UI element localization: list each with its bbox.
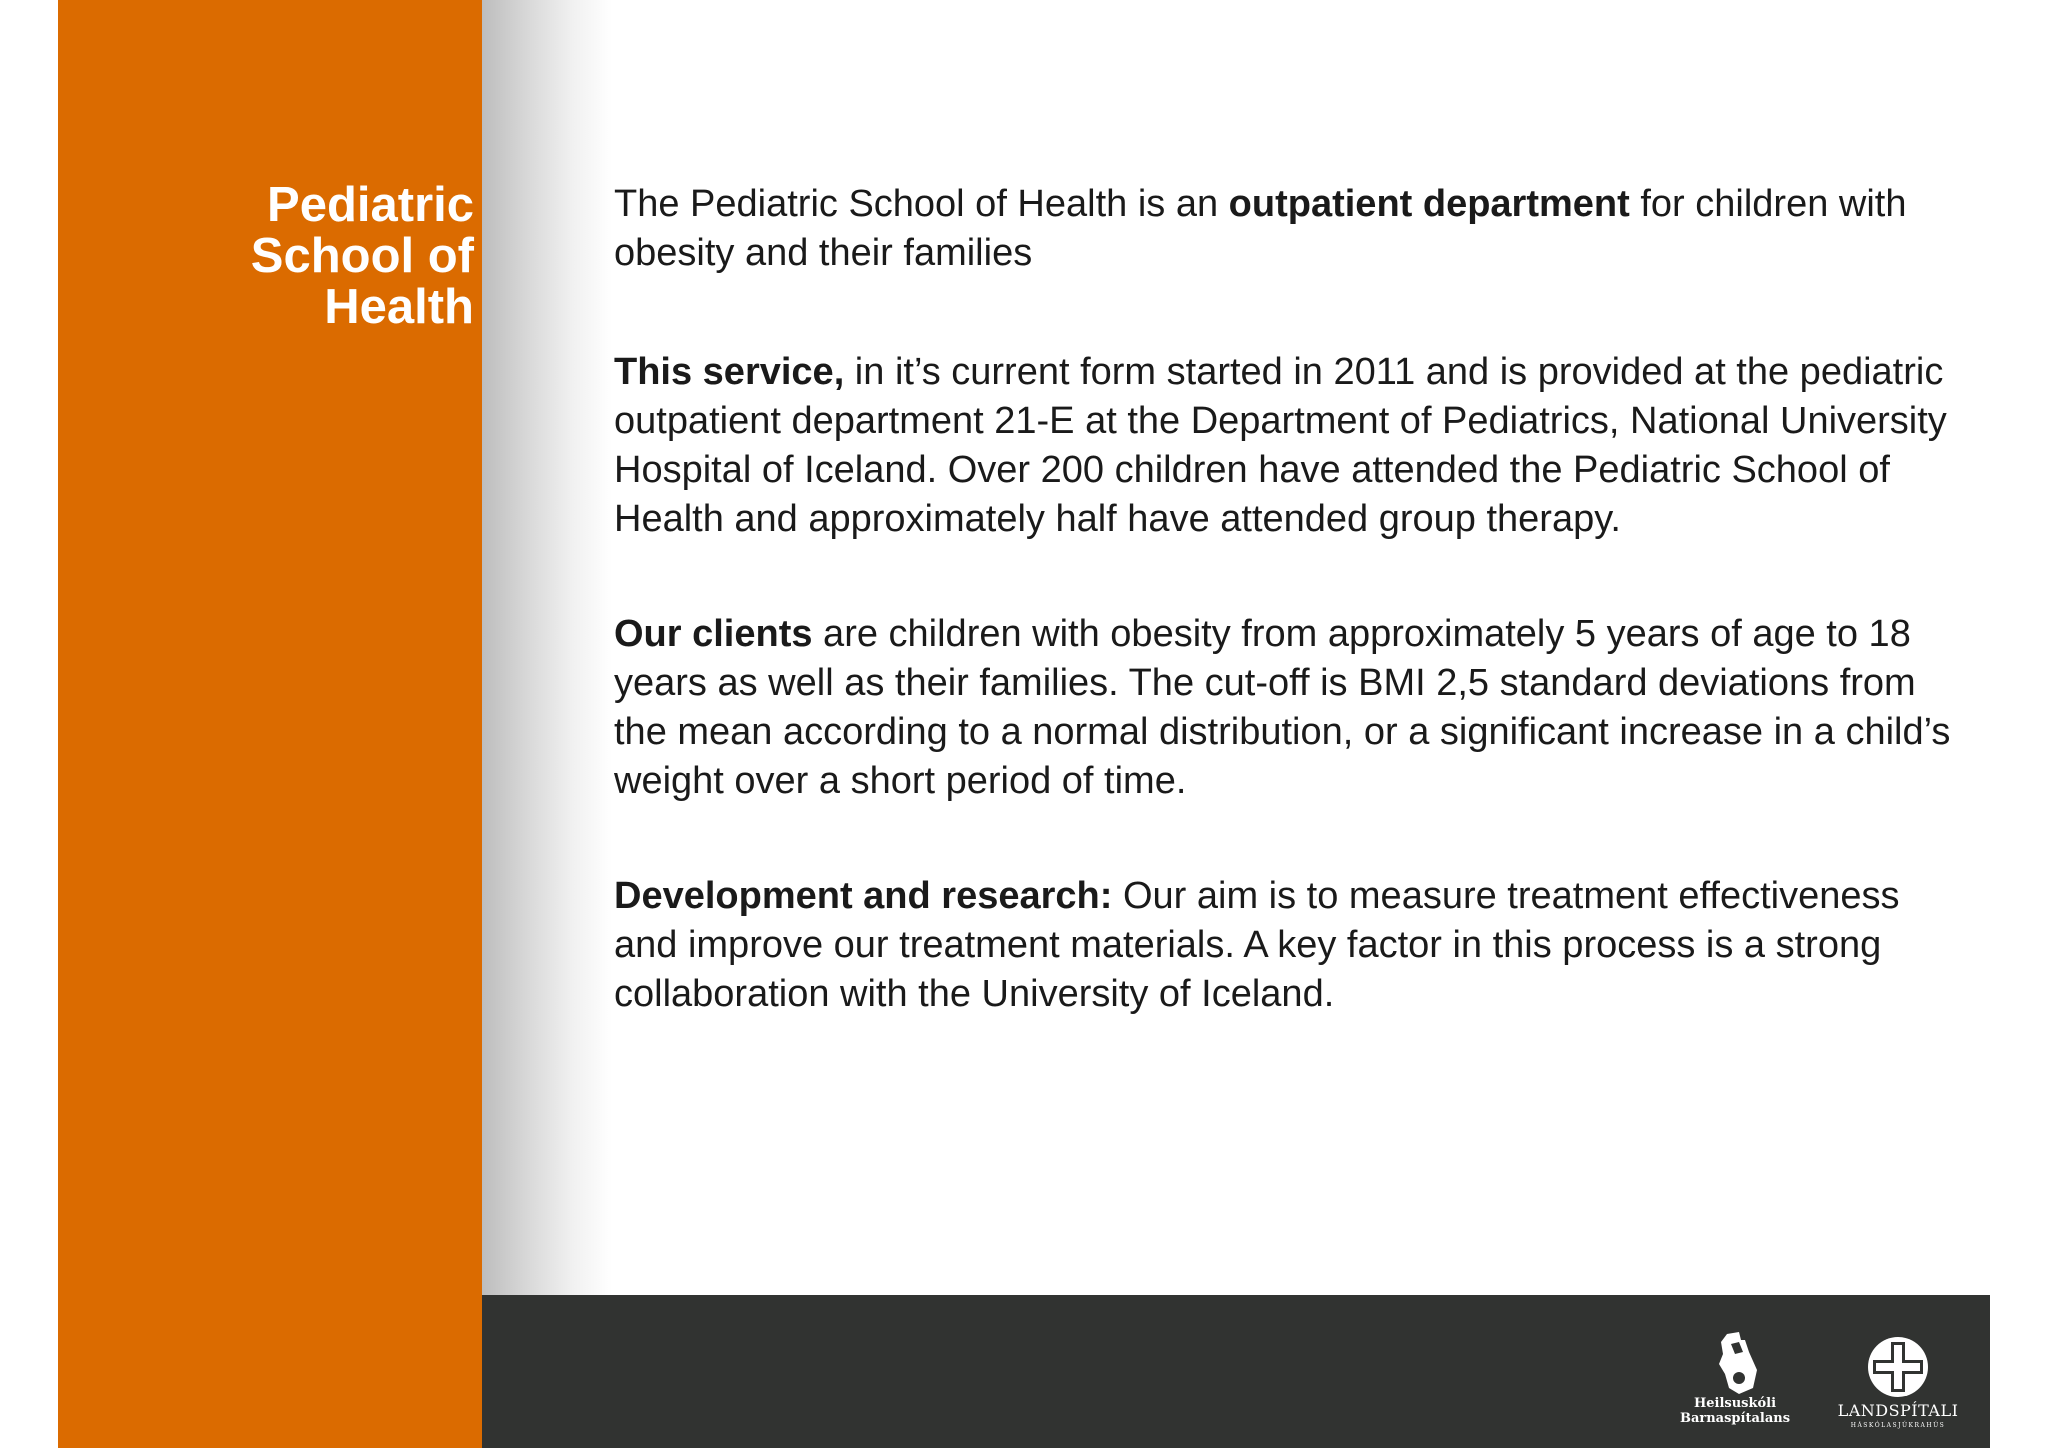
sidebar-title [114, 180, 474, 333]
heilsuskoli-logo [1675, 1330, 1795, 1440]
main-content [614, 180, 1954, 1085]
paragraph-intro-text-2: for children with obesity and their families [614, 183, 1907, 274]
sidebar-shadow [482, 0, 612, 1295]
paragraph-service-bold: This service, [614, 351, 845, 393]
landspitali-cross-icon [1867, 1336, 1929, 1398]
paragraph-research [614, 872, 1954, 1019]
heilsuskoli-icon [1705, 1330, 1765, 1396]
paragraph-clients [614, 610, 1954, 806]
sidebar [58, 0, 482, 1448]
paragraph-research-text: Our aim is to measure treatment effectiveness and improve our treatment materials. A key factor in this process is a strong collaboration with the University of Iceland. [614, 875, 1900, 1015]
paragraph-intro-bold: outpatient department [1228, 183, 1630, 225]
paragraph-intro-text-1: The Pediatric School of Health is an [614, 183, 1229, 225]
left-margin [0, 0, 58, 1448]
landspitali-logo [1828, 1336, 1968, 1436]
paragraph-service [614, 348, 1954, 544]
sidebar-title-line-1: Pediatric [267, 178, 474, 232]
heilsuskoli-line-1: Heilsuskóli [1693, 1396, 1777, 1411]
sidebar-title-line-3: Health [324, 280, 474, 334]
paragraph-intro [614, 180, 1954, 278]
paragraph-clients-text: are children with obesity from approximately 5 years of age to 18 years as well as their families. The cut-off is BMI 2,5 standard deviations from the mean according to a normal distribution, or a significant increase in a child’s weight over a short period of time. [614, 613, 1951, 802]
paragraph-research-bold: Development and research: [614, 875, 1113, 917]
landspitali-line-2: HÁSKÓLASJÚKRAHÚS [1850, 1422, 1946, 1429]
heilsuskoli-line-2: Barnaspítalans [1679, 1411, 1791, 1426]
paragraph-service-text: in it’s current form started in 2011 and is provided at the pediatric outpatient department 21-E at the Department of Pediatrics, National University Hospital of Iceland. Over 200 children have attended the Pediatric School of Health and approximately half have attended group therapy. [614, 351, 1947, 540]
sidebar-title-line-2: School of [250, 229, 474, 283]
paragraph-clients-bold: Our clients [614, 613, 813, 655]
right-margin [1990, 0, 2048, 1448]
landspitali-line-1: LANDSPÍTALI [1837, 1401, 1959, 1420]
